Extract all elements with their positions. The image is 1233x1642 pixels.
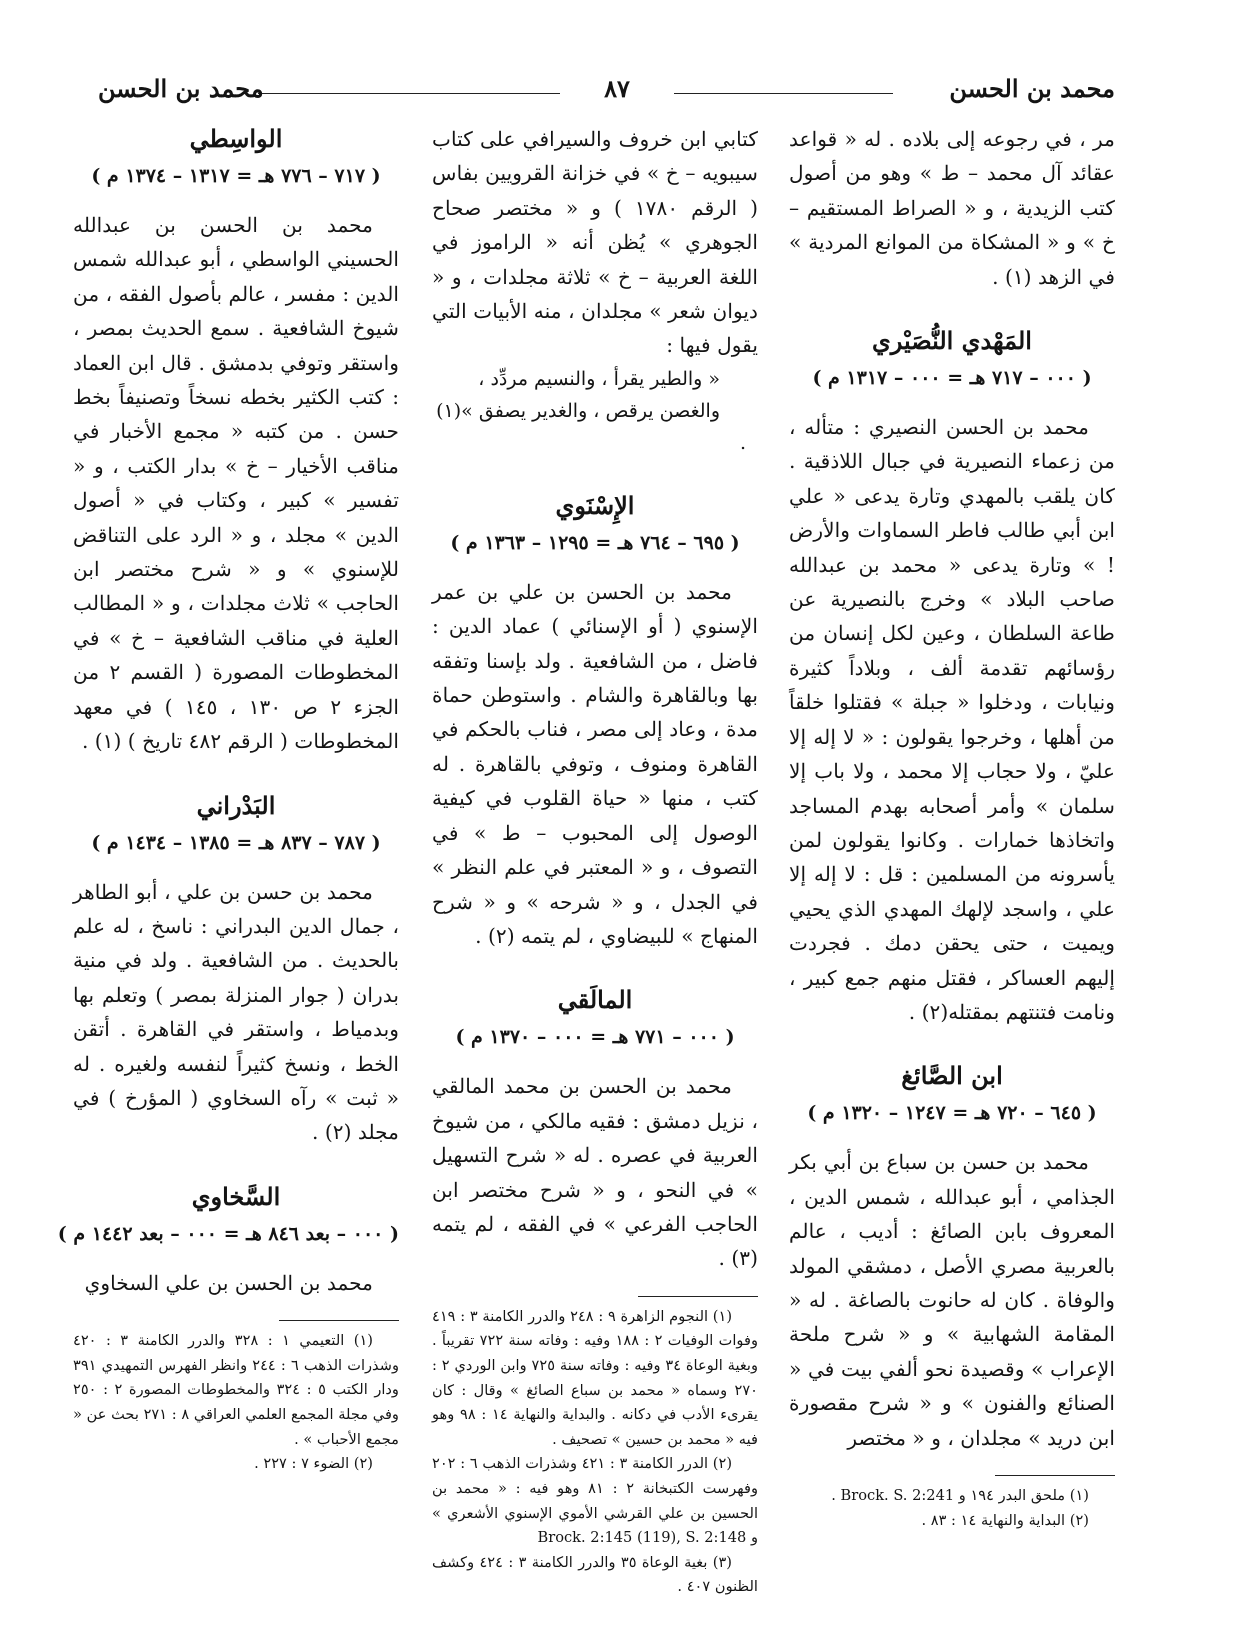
entry-dates: ( ٦٩٥ – ٧٦٤ هـ = ١٢٩٥ – ١٣٦٣ م ) — [450, 531, 740, 554]
footnote: (٢) الضوء ٧ : ٢٢٧ . — [254, 1455, 373, 1473]
footnote: (١) التعيمي ١ : ٣٢٨ والدرر الكامنة ٣ : ٤٢٠ وشذرات الذهب ٦ : ٢٤٤ وانظر الفهرس التمهيدي ٣٩١ ودار الكتب ٥ : ٣٢٤ والمخطوطات المصورة ٢ : ٢٥٠ وفي مجلة المجمع العلمي العراقي ٨ : ٢٧١ بحث عن « مجمع الأحباب » . — [73, 1332, 399, 1448]
entry-title: البَدْراني — [196, 790, 276, 820]
entry-dates: ( ٠٠٠ – ٧١٧ هـ = ٠٠٠ – ١٣١٧ م ) — [812, 367, 1092, 390]
entry-dates: ( ٦٤٥ – ٧٢٠ هـ = ١٢٤٧ – ١٣٢٠ م ) — [807, 1102, 1097, 1125]
footnote: (١) ملحق البدر ١٩٤ و Brock. S. 2:241 . — [831, 1487, 1089, 1504]
footnote: (١) النجوم الزاهرة ٩ : ٢٤٨ والدرر الكامنة ٣ : ٤١٩ وفوات الوفيات ٢ : ١٨٨ وفيه : وفاته سنة ٧٢٢ تقريباً . وبغية الوعاة ٣٤ وفيه : وفاته سنة ٧٢٥ وابن الوردي ٢ : ٢٧٠ وسماه « محمد بن سباع الصائغ » وقال : كان يقرىء الأدب في دكانه . والبداية والنهاية ١٤ : ٩٨ وهو فيه « محمد بن حسين » تصحيف . — [432, 1307, 758, 1448]
entry-body: محمد بن الحسن بن علي السخاوي — [84, 1270, 373, 1295]
column-middle — [432, 122, 758, 1622]
entry-dates: ( ٧١٧ – ٧٧٦ هـ = ١٣١٧ – ١٣٧٤ م ) — [91, 165, 381, 187]
entry-continuation: كتابي ابن خروف والسيرافي على كتاب سيبويه – خ » في خزانة القرويين بفاس ( الرقم ١٧٨٠ ) و « مختصر صحاح الجوهري » يُظن أنه « الراموز في اللغة العربية – خ » ثلاثة مجلدات ، و « ديوان شعر » مجلدان ، منه الأبيات التي يقول فيها : — [432, 127, 759, 358]
footnote-rule — [279, 1320, 399, 1321]
entry-dates: ( ٠٠٠ – بعد ٨٤٦ هـ = ٠٠٠ – بعد ١٤٤٢ م ) — [57, 1222, 399, 1245]
entry-title: السَّخاوي — [191, 1181, 281, 1211]
entry-body: محمد بن الحسن النصيري : متأله ، من زعماء النصيرية في جبال اللاذقية . كان يلقب بالمهدي وتارة يدعى « علي ابن أبي طالب فاطر السماوات والأرض ! » وتارة يدعى « محمد بن عبدالله صاحب البلاد » وخرج بالنصيرية عن طاعة السلطان ، وعين لكل إنسان من رؤسائهم تقدمة ألف ، وبلاداً كثيرة ونيابات ، ودخلوا « جبلة » فقتلوا خلقاً من أهلها ، وخرجوا يقولون : « لا إله إلا عليّ ، ولا حجاب إلا محمد ، ولا باب إلا سلمان » وأمر أصحابه بهدم المساجد واتخاذها خمارات . وكانوا يقولون لمن يأسرونه من المسلمين : قل : لا إله إلا علي ، واسجد لإلهك المهدي الذي يحيي ويميت ، حتى يحقن دمك . فجردت إليهم العساكر ، فقتل منهم جمع كبير ، ونامت فتنتهم بمقتله(٢) . — [789, 415, 1115, 1024]
footnote-rule — [638, 1296, 758, 1297]
running-head-left: محمد بن الحسن — [98, 74, 264, 103]
column-left — [57, 122, 399, 1622]
entry-body: محمد بن الحسن بن عبدالله الحسيني الواسطي ، أبو عبدالله شمس الدين : مفسر ، عالم بأصول الفقه ، من شيوخ الشافعية . سمع الحديث بمصر ، واستقر وتوفي بدمشق . قال ابن العماد : كتب الكثير بخطه نسخاً وتصنيفاً بخط حسن . من كتبه « مجمع الأخبار في مناقب الأخيار – خ » بدار الكتب ، و « تفسير » كبير ، وكتاب في « أصول الدين » مجلد ، و « الرد على التناقض للإسنوي » و « شرح مختصر ابن الحاجب » ثلاث مجلدات ، و « المطالب العلية في مناقب الشافعية – خ » في المخطوطات المصورة ( القسم ٢ من الجزء ٢ ص ١٣٠ ، ١٤٥ ) في معهد المخطوطات ( الرقم ٤٨٢ تاريخ ) (١) . — [73, 213, 399, 754]
entry-title: الواسِطي — [189, 124, 283, 153]
column-right — [789, 122, 1115, 1622]
entry-body: محمد بن الحسن بن علي بن عمر الإسنوي ( أو الإسنائي ) عماد الدين : فاضل ، من الشافعية . ولد بإسنا وتفقه بها وبالقاهرة والشام . واستوطن حماة مدة ، وعاد إلى مصر ، فناب بالحكم في القاهرة ومنوف ، وتوفي بالقاهرة . له كتب ، منها « حياة القلوب في كيفية الوصول إلى المحبوب – ط » في التصوف ، و « المعتبر في علم النظر » في الجدل ، و « شرحه » و « شرح المنهاج » للبيضاوي ، لم يتمه (٢) . — [432, 579, 758, 948]
running-head-right: محمد بن الحسن — [949, 74, 1115, 103]
page-number: ٨٧ — [560, 74, 674, 103]
footnote-rule — [995, 1475, 1115, 1476]
entry-continuation: مر ، في رجوعه إلى بلاده . له « قواعد عقائد آل محمد – ط » وهو من أصول كتب الزيدية ، و « الصراط المستقيم – خ » و « المشكاة من الموانع المردية » في الزهد (١) . — [789, 127, 1115, 289]
entry-title: ابن الصَّائغ — [901, 1061, 1003, 1091]
entry-title: الإِسْنَوي — [555, 490, 635, 520]
entry-dates: ( ٠٠٠ – ٧٧١ هـ = ٠٠٠ – ١٣٧٠ م ) — [455, 1026, 735, 1049]
entry-title: المَهْدي النُّصَيْري — [872, 326, 1032, 356]
entry-dates: ( ٧٨٧ – ٨٣٧ هـ = ١٣٨٥ – ١٤٣٤ م ) — [91, 831, 381, 854]
footnote: (٢) البداية والنهاية ١٤ : ٨٣ . — [921, 1511, 1089, 1529]
entry-body: محمد بن حسن بن علي ، أبو الطاهر ، جمال الدين البدراني : ناسخ ، له علم بالحديث . من الشافعية . ولد في منية بدران ( جوار المنزلة بمصر ) وتعلم بها وبدمياط ، واستقر في القاهرة . أتقن الخط ، ونسخ كثيراً لنفسه ولغيره . له « ثبت » رآه السخاوي ( المؤرخ ) في مجلد (٢) . — [73, 879, 399, 1145]
footnote: (٣) بغية الوعاة ٣٥ والدرر الكامنة ٣ : ٤٢٤ وكشف الظنون ٤٠٧ . — [432, 1553, 758, 1596]
entry-body: محمد بن حسن بن سباع بن أبي بكر الجذامي ، أبو عبدالله ، شمس الدين ، المعروف بابن الصائغ : أديب ، عالم بالعربية مصري الأصل ، دمشقي المولد والوفاة . كان له حانوت بالصاغة . له « المقامة الشهابية » و « شرح ملحة الإعراب » وقصيدة نحو ألفي بيت في « الصنائع والفنون » و « شرح مقصورة ابن دريد » مجلدان ، و « مختصر — [789, 1150, 1115, 1450]
footnote: (٢) الدرر الكامنة ٣ : ٤٢١ وشذرات الذهب ٦ : ٢٠٢ وفهرست الكتبخانة ٢ : ٨١ وهو فيه : « محمد بن الحسين بن علي القرشي الأموي الإسنوي الأشعري » و Brock. 2:145 (119), S. 2:148 — [432, 1455, 759, 1547]
verse-line: « والطير يقرأ ، والنسيم مردِّد ، — [478, 367, 720, 390]
entry-body: محمد بن الحسن بن محمد المالقي ، نزيل دمشق : فقيه مالكي ، من شيوخ العربية في عصره . له « شرح التسهيل » في النحو ، و « شرح مختصر ابن الحاجب الفرعي » في الفقه ، لم يتمه (٣) . — [432, 1074, 758, 1271]
verse-line: والغصن يرقص ، والغدير يصفق »(١) . — [436, 399, 746, 454]
entry-title: المالَقي — [557, 985, 633, 1015]
